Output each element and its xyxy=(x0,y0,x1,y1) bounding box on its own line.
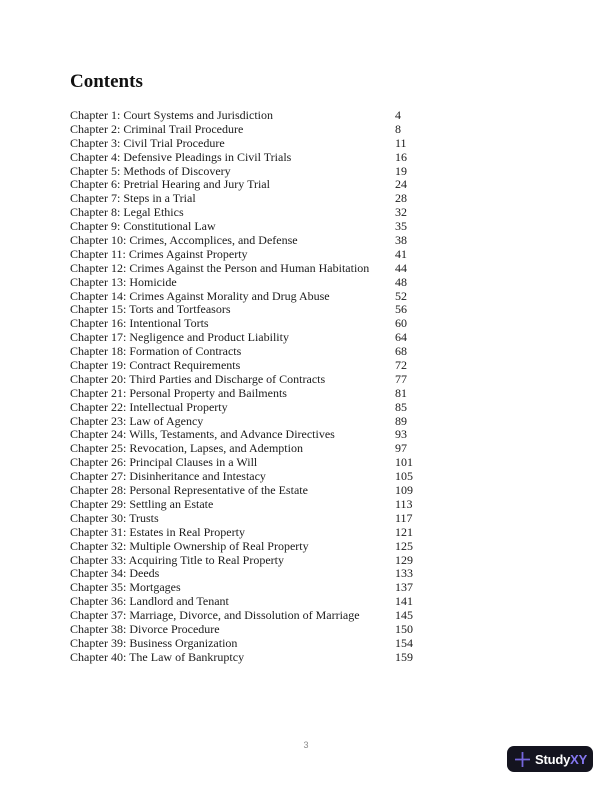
toc-entry-page: 68 xyxy=(395,344,407,359)
toc-row xyxy=(70,373,540,387)
toc-entry-label: Chapter 16: Intentional Torts xyxy=(70,316,209,331)
toc-entry-page: 93 xyxy=(395,427,407,442)
toc-entry-page: 35 xyxy=(395,219,407,234)
plus-icon xyxy=(515,752,530,767)
toc-entry-label: Chapter 3: Civil Trial Procedure xyxy=(70,135,225,150)
toc-row xyxy=(70,109,540,123)
toc-row xyxy=(70,651,540,665)
toc-entry-label: Chapter 2: Criminal Trail Procedure xyxy=(70,121,244,136)
toc-entry-label: Chapter 26: Principal Clauses in a Will xyxy=(70,455,258,470)
toc-entry-label: Chapter 25: Revocation, Lapses, and Ademption xyxy=(70,441,303,456)
toc-entry-label: Chapter 36: Landlord and Tenant xyxy=(70,594,229,609)
toc-row xyxy=(70,192,540,206)
toc-row xyxy=(70,317,540,331)
toc-entry-page: 89 xyxy=(395,413,407,428)
toc-row xyxy=(70,276,540,290)
toc-entry-label: Chapter 4: Defensive Pleadings in Civil Trials xyxy=(70,149,292,164)
toc-entry-page: 129 xyxy=(395,552,413,567)
toc-row xyxy=(70,595,540,609)
toc-row xyxy=(70,137,540,151)
toc-entry-label: Chapter 32: Multiple Ownership of Real Property xyxy=(70,538,309,553)
toc-entry-page: 32 xyxy=(395,205,407,220)
toc-row xyxy=(70,262,540,276)
toc-entry-page: 56 xyxy=(395,302,407,317)
toc-entry-page: 117 xyxy=(395,510,413,525)
toc-row xyxy=(70,151,540,165)
toc-row xyxy=(70,581,540,595)
toc-row xyxy=(70,345,540,359)
toc-entry-label: Chapter 9: Constitutional Law xyxy=(70,219,216,234)
studyxy-logo xyxy=(507,746,593,772)
toc-row xyxy=(70,623,540,637)
toc-entry-label: Chapter 37: Marriage, Divorce, and Dissolution of Marriage xyxy=(70,608,360,623)
toc-entry-page: 8 xyxy=(395,121,401,136)
toc-entry-page: 41 xyxy=(395,246,407,261)
toc-entry-page: 137 xyxy=(395,580,413,595)
toc-row xyxy=(70,220,540,234)
toc-entry-label: Chapter 6: Pretrial Hearing and Jury Trial xyxy=(70,177,270,192)
toc-entry-page: 4 xyxy=(395,108,401,122)
toc-row xyxy=(70,331,540,345)
toc-row xyxy=(70,567,540,581)
toc-entry-page: 11 xyxy=(395,135,407,150)
toc-row xyxy=(70,401,540,415)
toc-row xyxy=(70,359,540,373)
toc-entry-page: 109 xyxy=(395,483,413,498)
toc-row xyxy=(70,234,540,248)
toc-entry-label: Chapter 35: Mortgages xyxy=(70,580,181,595)
toc-entry-label: Chapter 13: Homicide xyxy=(70,274,177,289)
toc-entry-page: 101 xyxy=(395,455,413,470)
toc-entry-label: Chapter 7: Steps in a Trial xyxy=(70,191,196,206)
toc-entry-label: Chapter 31: Estates in Real Property xyxy=(70,524,245,539)
toc-entry-label: Chapter 29: Settling an Estate xyxy=(70,496,214,511)
toc-entry-label: Chapter 39: Business Organization xyxy=(70,635,238,650)
toc-entry-label: Chapter 30: Trusts xyxy=(70,510,159,525)
toc-entry-page: 113 xyxy=(395,496,413,511)
toc-entry-page: 121 xyxy=(395,524,413,539)
toc-entry-page: 52 xyxy=(395,288,407,303)
toc-entry-page: 44 xyxy=(395,260,407,275)
toc-entry-page: 97 xyxy=(395,441,407,456)
toc-entry-page: 85 xyxy=(395,399,407,414)
toc-entry-label: Chapter 27: Disinheritance and Intestacy xyxy=(70,469,266,484)
toc-row xyxy=(70,470,540,484)
toc-entry-page: 16 xyxy=(395,149,407,164)
toc-row xyxy=(70,442,540,456)
toc-row xyxy=(70,512,540,526)
toc-entry-page: 145 xyxy=(395,608,413,623)
toc-entry-page: 19 xyxy=(395,163,407,178)
toc-entry-label: Chapter 17: Negligence and Product Liability xyxy=(70,330,289,345)
toc-entry-label: Chapter 38: Divorce Procedure xyxy=(70,621,220,636)
toc-row xyxy=(70,178,540,192)
toc-entry-page: 81 xyxy=(395,385,407,400)
toc-entry-label: Chapter 1: Court Systems and Jurisdiction xyxy=(70,108,273,122)
toc-entry-page: 105 xyxy=(395,469,413,484)
brand-name-accent: XY xyxy=(570,751,588,767)
toc-entry-label: Chapter 20: Third Parties and Discharge of Contracts xyxy=(70,371,326,386)
toc-row xyxy=(70,303,540,317)
toc-entry-page: 150 xyxy=(395,621,413,636)
toc-entry-page: 48 xyxy=(395,274,407,289)
brand-name-primary: Study xyxy=(535,751,571,767)
toc-row xyxy=(70,498,540,512)
toc-entry-label: Chapter 18: Formation of Contracts xyxy=(70,344,242,359)
toc-row xyxy=(70,484,540,498)
toc-entry-label: Chapter 8: Legal Ethics xyxy=(70,205,184,220)
toc-entry-label: Chapter 10: Crimes, Accomplices, and Defense xyxy=(70,233,298,248)
toc-row xyxy=(70,526,540,540)
toc-row xyxy=(70,165,540,179)
toc-entry-label: Chapter 15: Torts and Tortfeasors xyxy=(70,302,231,317)
toc-entry-page: 64 xyxy=(395,330,407,345)
toc-entry-label: Chapter 23: Law of Agency xyxy=(70,413,204,428)
toc-row xyxy=(70,554,540,568)
toc-entry-page: 133 xyxy=(395,566,413,581)
toc-row xyxy=(70,540,540,554)
toc-entry-label: Chapter 11: Crimes Against Property xyxy=(70,246,248,261)
page-title: Contents xyxy=(70,71,143,92)
toc-entry-label: Chapter 34: Deeds xyxy=(70,566,160,581)
toc-entry-page: 72 xyxy=(395,358,407,373)
toc-entry-page: 125 xyxy=(395,538,413,553)
brand-wordmark xyxy=(535,753,587,766)
toc-entry-label: Chapter 14: Crimes Against Morality and Drug Abuse xyxy=(70,288,330,303)
toc-row xyxy=(70,206,540,220)
toc-row xyxy=(70,609,540,623)
toc-row xyxy=(70,415,540,429)
toc-row xyxy=(70,637,540,651)
toc-row xyxy=(70,248,540,262)
toc-entry-label: Chapter 22: Intellectual Property xyxy=(70,399,228,414)
toc-entry-page: 154 xyxy=(395,635,413,650)
toc-entry-label: Chapter 24: Wills, Testaments, and Advance Directives xyxy=(70,427,335,442)
toc-list xyxy=(70,109,540,665)
toc-entry-page: 141 xyxy=(395,594,413,609)
toc-entry-label: Chapter 5: Methods of Discovery xyxy=(70,163,231,178)
page-number: 3 xyxy=(303,740,309,750)
toc-entry-page: 28 xyxy=(395,191,407,206)
toc-entry-label: Chapter 19: Contract Requirements xyxy=(70,358,241,373)
toc-entry-page: 38 xyxy=(395,233,407,248)
toc-entry-label: Chapter 33: Acquiring Title to Real Property xyxy=(70,552,284,567)
toc-row xyxy=(70,387,540,401)
toc-entry-page: 24 xyxy=(395,177,407,192)
toc-row xyxy=(70,123,540,137)
toc-row xyxy=(70,456,540,470)
toc-entry-page: 60 xyxy=(395,316,407,331)
toc-row xyxy=(70,428,540,442)
toc-entry-label: Chapter 12: Crimes Against the Person and Human Habitation xyxy=(70,260,370,275)
toc-entry-page: 159 xyxy=(395,649,413,664)
toc-entry-label: Chapter 21: Personal Property and Bailments xyxy=(70,385,287,400)
toc-entry-page: 77 xyxy=(395,371,407,386)
toc-entry-label: Chapter 40: The Law of Bankruptcy xyxy=(70,649,245,664)
toc-entry-label: Chapter 28: Personal Representative of the Estate xyxy=(70,483,308,498)
toc-row xyxy=(70,290,540,304)
